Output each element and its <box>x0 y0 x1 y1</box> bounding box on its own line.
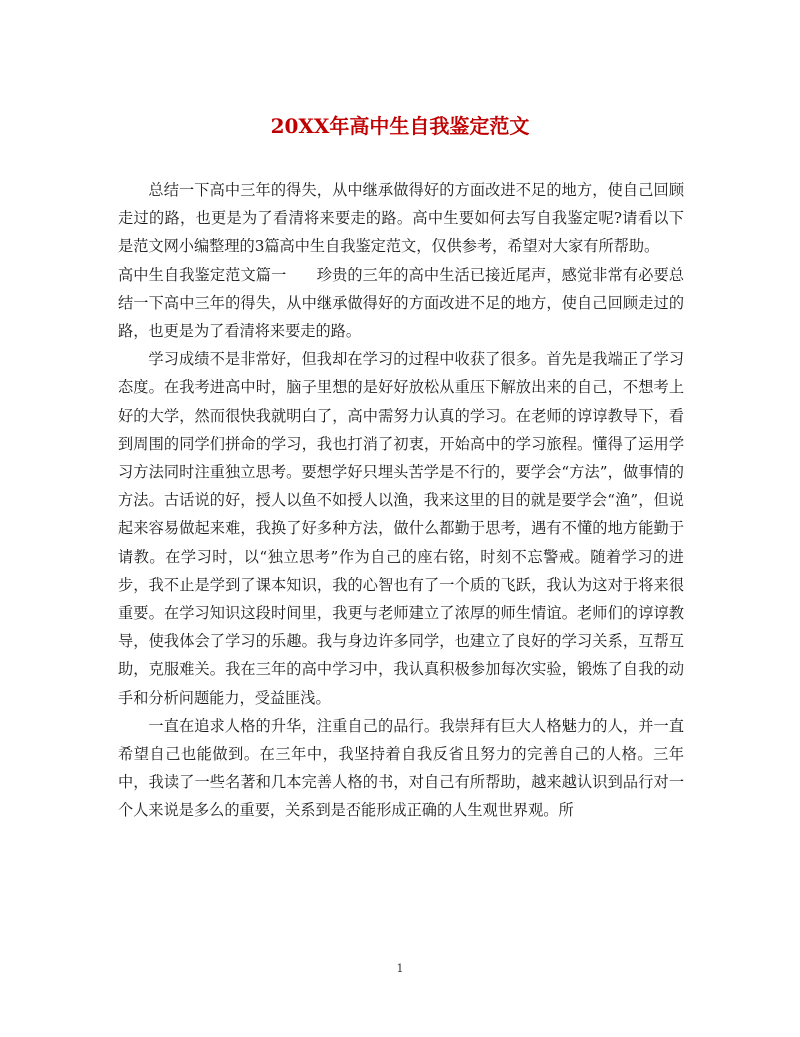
document-body <box>118 176 684 825</box>
document-title: 20XX年高中生自我鉴定范文 <box>270 114 530 138</box>
section-opening-text: 珍贵的三年的高中生活已接近尾声，感觉非常有必要总结一下高中三年的得失，从中继承做得好的方面改进不足的地方，使自己回顾走过的路，也更是为了看清将来要走的路。 <box>118 265 685 341</box>
body-paragraph-study: 学习成绩不是非常好，但我却在学习的过程中收获了很多。首先是我端正了学习态度。在我考进高中时，脑子里想的是好好放松从重压下解放出来的自己，不想考上好的大学，然而很快我就明白了，高中需努力认真的学习。在老师的谆谆教导下，看到周围的同学们拼命的学习，我也打消了初衷，开始高中的学习旅程。懂得了运用学习方法同时注重独立思考。要想学好只埋头苦学是不行的，要学会“方法”，做事情的方法。古话说的好，授人以鱼不如授人以渔，我来这里的目的就是要学会“渔”，但说起来容易做起来难，我换了好多种方法，做什么都勤于思考，遇有不懂的地方能勤于请教。在学习时，以“独立思考”作为自己的座右铭，时刻不忘警戒。随着学习的进步，我不止是学到了课本知识，我的心智也有了一个质的飞跃，我认为这对于将来很重要。在学习知识这段时间里，我更与老师建立了浓厚的师生情谊。老师们的谆谆教导，使我体会了学习的乐趣。我与身边许多同学，也建立了良好的学习关系，互帮互助，克服难关。我在三年的高中学习中，我认真积极参加每次实验，锻炼了自我的动手和分析问题能力，受益匪浅。 <box>118 350 684 707</box>
body-paragraph-character: 一直在追求人格的升华，注重自己的品行。我崇拜有巨大人格魅力的人，并一直希望自己也能做到。在三年中，我坚持着自我反省且努力的完善自己的人格。三年中，我读了一些名著和几本完善人格的书，对自己有所帮助，越来越认识到品行对一个人来说是多么的重要，关系到是否能形成正确的人生观世界观。所 <box>118 716 684 820</box>
section-heading: 高中生自我鉴定范文篇一 <box>118 265 287 284</box>
section-paragraph <box>118 261 684 346</box>
page-number: 1 <box>396 962 404 975</box>
intro-paragraph: 总结一下高中三年的得失，从中继承做得好的方面改进不足的地方，使自己回顾走过的路，也更是为了看清将来要走的路。高中生要如何去写自我鉴定呢?请看以下是范文网小编整理的3篇高中生自我鉴定范文，仅供参考，希望对大家有所帮助。 <box>118 181 684 256</box>
